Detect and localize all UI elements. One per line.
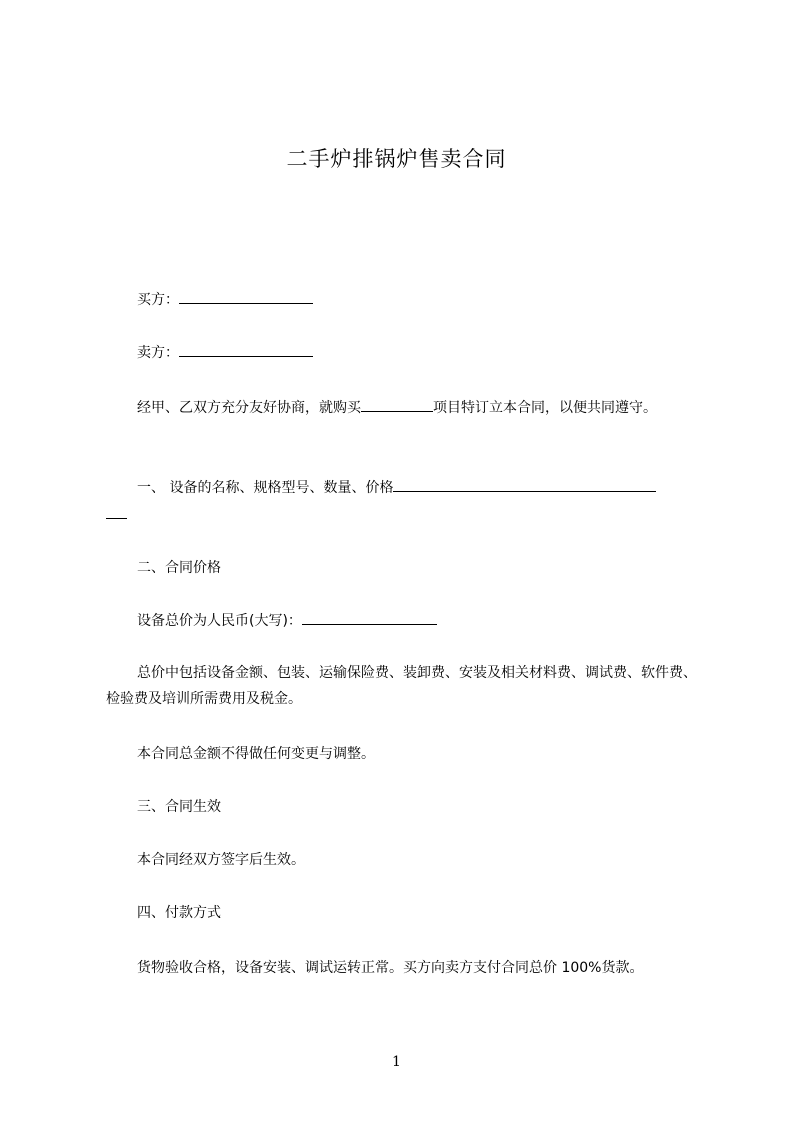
section4-text: 货物验收合格，设备安装、调试运转正常。买方向卖方支付合同总价 100%货款。 — [137, 960, 644, 976]
intro-text-1: 经甲、乙双方充分友好协商，就购买 — [137, 400, 361, 416]
purchase-item-blank[interactable] — [361, 397, 433, 412]
intro-text-2: 项目特订立本合同，以便共同遵守。 — [433, 400, 657, 416]
price-includes-paragraph: 总价中包括设备金额、包装、运输保险费、装卸费、安装及相关材料费、调试费、软件费、检验费及培训所需费用及税金。 — [106, 665, 697, 707]
section1-heading: 一、 设备的名称、规格型号、数量、价格 — [137, 480, 394, 496]
seller-line — [137, 342, 313, 364]
no-change-text: 本合同总金额不得做任何变更与调整。 — [137, 746, 375, 762]
seller-label: 卖方： — [137, 345, 179, 361]
equipment-details-blank-cont[interactable] — [106, 504, 127, 519]
document-title: 二手炉排锅炉售卖合同 — [286, 147, 507, 171]
buyer-label: 买方： — [137, 292, 179, 308]
section1-continuation — [106, 504, 127, 526]
total-price-line — [137, 610, 437, 632]
equipment-details-blank[interactable] — [393, 477, 656, 492]
buyer-line — [137, 289, 313, 311]
total-price-label: 设备总价为人民币(大写)： — [137, 613, 302, 629]
section2-heading: 二、合同价格 — [137, 560, 221, 576]
section3-text: 本合同经双方签字后生效。 — [137, 852, 305, 868]
section4-heading: 四、付款方式 — [137, 905, 221, 921]
seller-blank[interactable] — [179, 342, 313, 357]
section3-heading: 三、合同生效 — [137, 799, 221, 815]
intro-paragraph — [106, 395, 706, 421]
total-price-blank[interactable] — [302, 610, 437, 625]
page-number: 1 — [392, 1054, 401, 1070]
buyer-blank[interactable] — [179, 289, 313, 304]
section1-line — [137, 477, 656, 499]
